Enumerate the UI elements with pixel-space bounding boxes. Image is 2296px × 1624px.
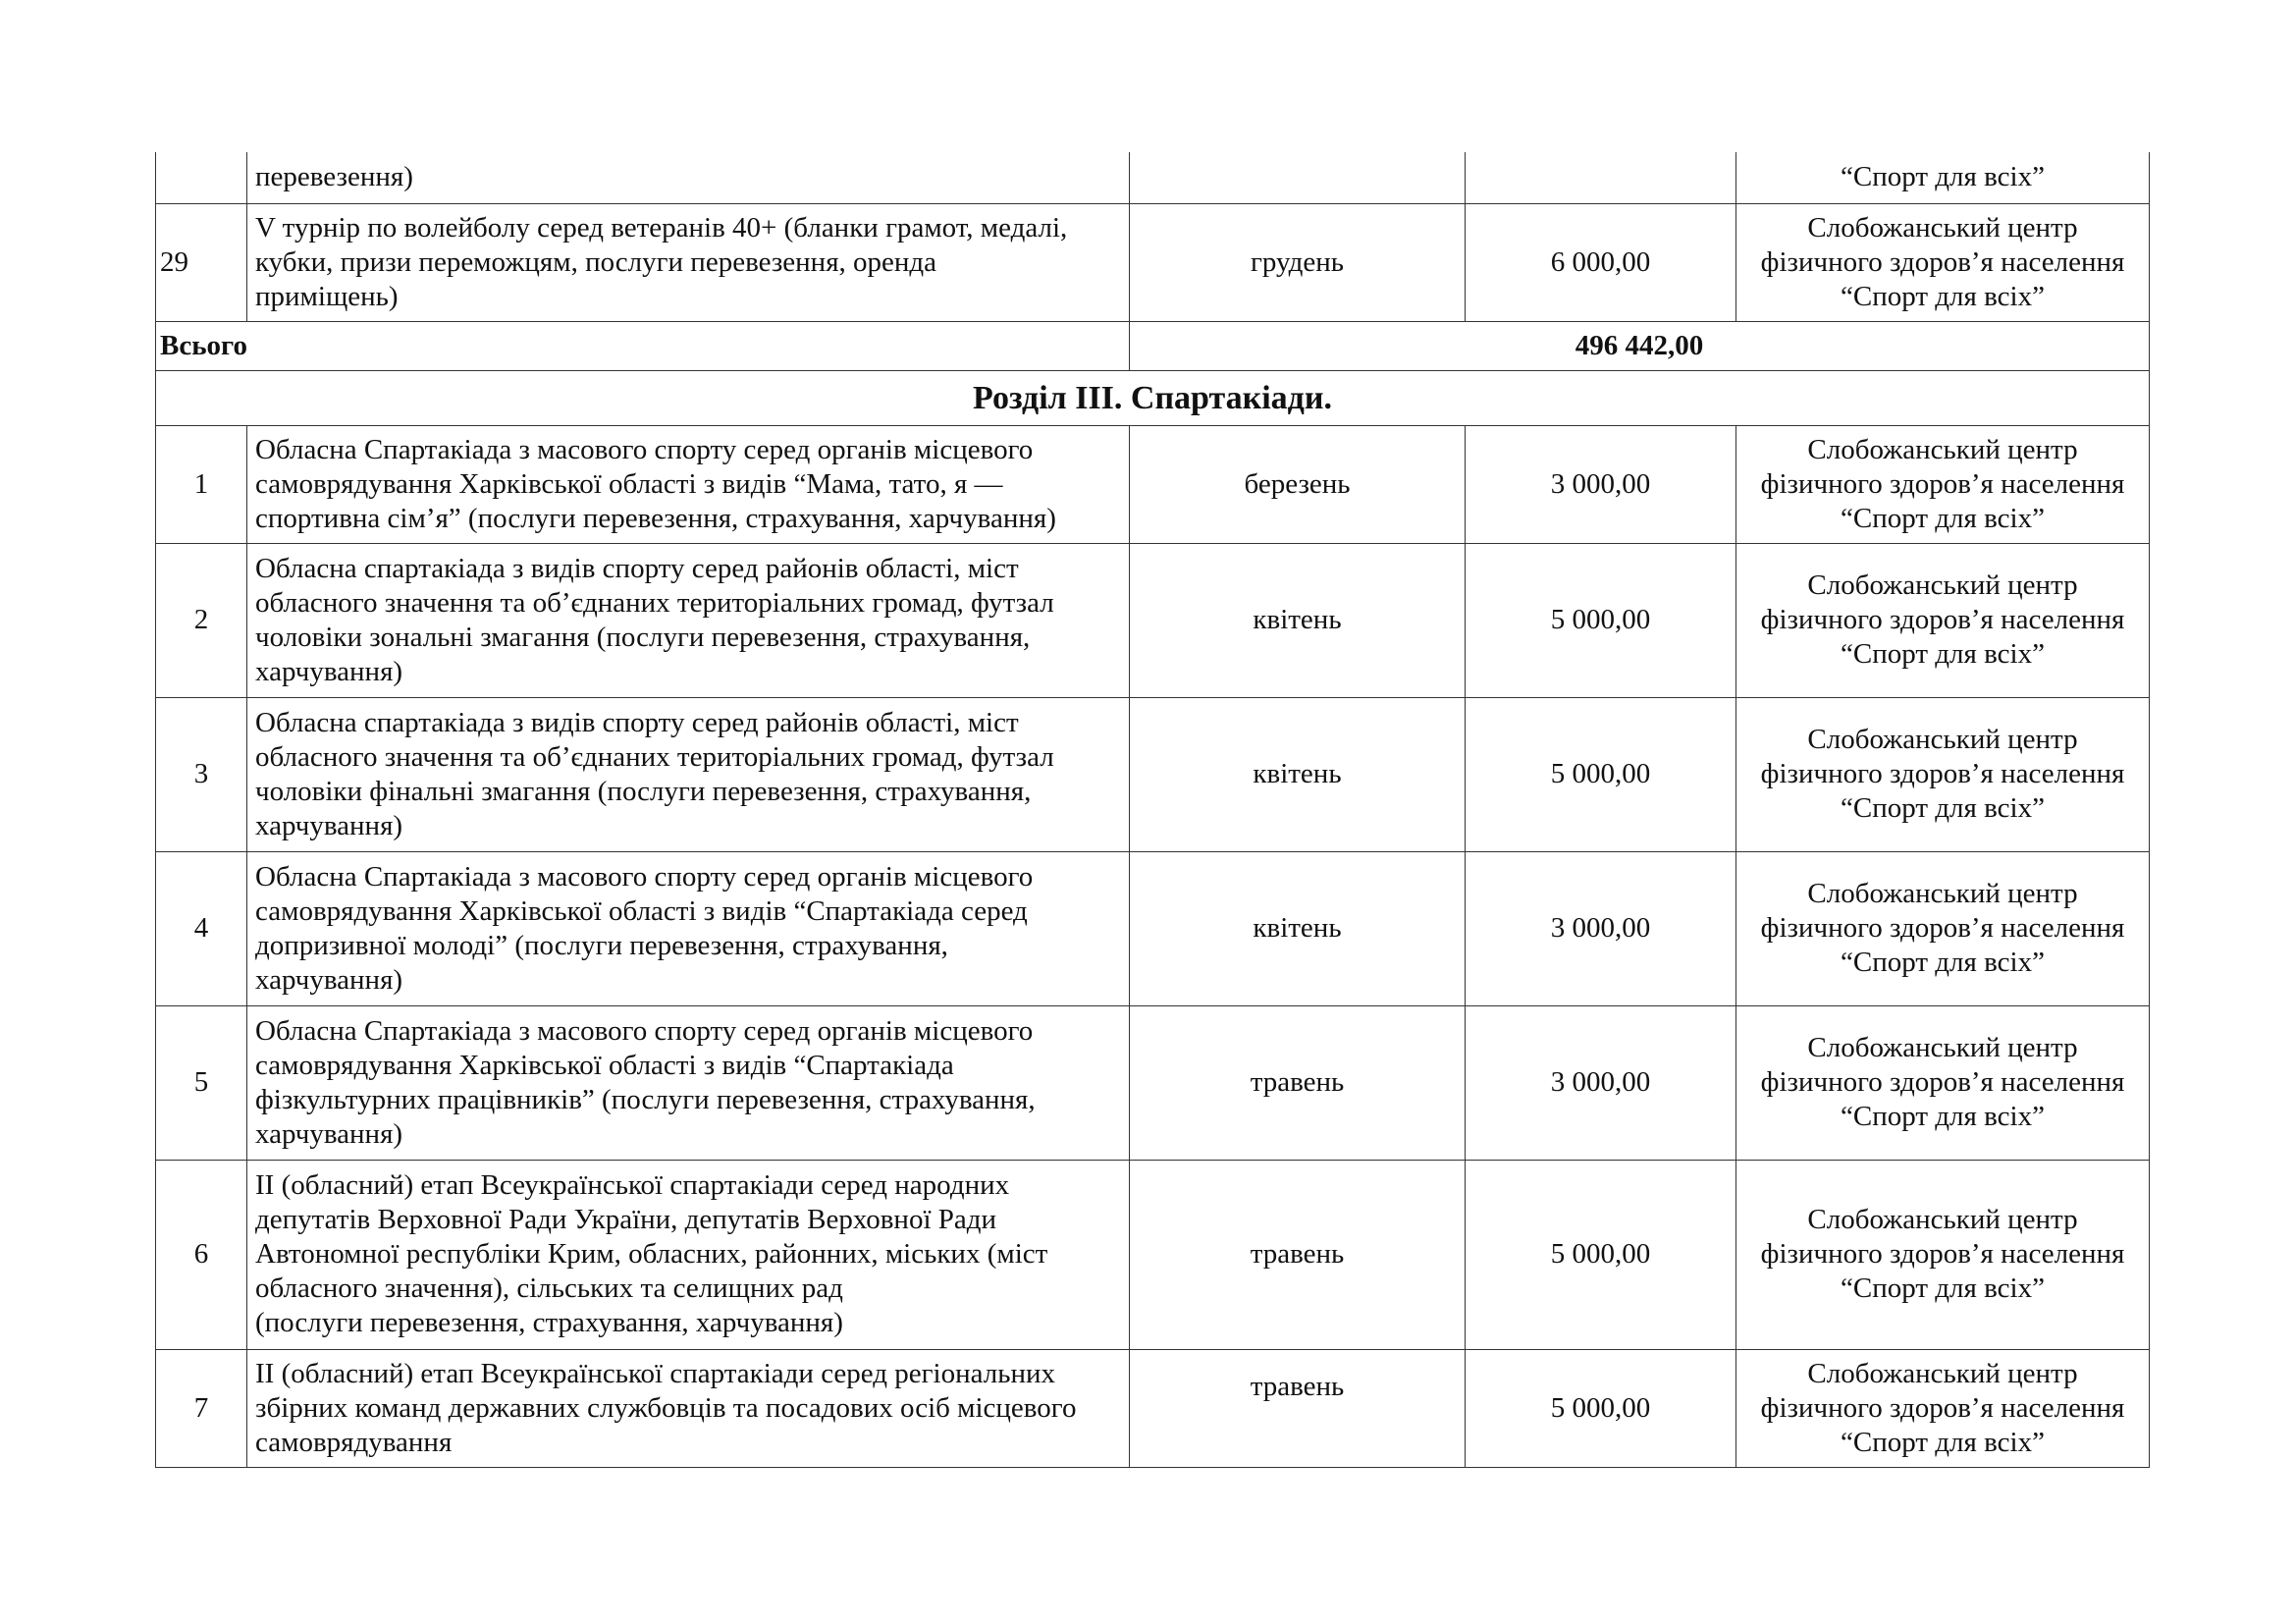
description-line: Автономної республіки Крим, обласних, районних, міських (міст <box>255 1238 1048 1270</box>
description-line: допризивної молоді” (послуги перевезення, страхування, <box>255 929 948 961</box>
row-description <box>247 425 1130 543</box>
row-number: 1 <box>156 425 247 543</box>
organizer-line: фізичного здоров’я населення <box>1760 1391 2125 1424</box>
description-line: Обласна спартакіада з видів спорту серед районів області, міст <box>255 552 1019 584</box>
description-line: ІІ (обласний) етап Всеукраїнської спартакіади серед регіональних <box>255 1357 1055 1389</box>
description-line: перевезення) <box>255 161 413 193</box>
row-organizer <box>1736 1005 2150 1160</box>
events-budget-table <box>155 152 2150 1468</box>
row-month: травень <box>1130 1005 1466 1160</box>
row-amount <box>1466 152 1736 203</box>
description-line: харчування) <box>255 655 403 687</box>
description-line: спортивна сім’я” (послуги перевезення, страхування, харчування) <box>255 502 1056 534</box>
organizer-line: Слобожанський центр <box>1807 433 2078 465</box>
organizer-line: Слобожанський центр <box>1807 878 2078 909</box>
total-value: 496 442,00 <box>1130 321 2150 370</box>
description-line: обласного значення та об’єднаних територіальних громад, футзал <box>255 740 1054 773</box>
row-month: грудень <box>1130 203 1466 321</box>
section-title: Розділ ІІІ. Спартакіади. <box>156 370 2150 425</box>
table-row <box>156 203 2150 321</box>
organizer-line: “Спорт для всіх” <box>1841 280 2045 312</box>
organizer-line: Слобожанський центр <box>1807 1032 2078 1063</box>
row-description <box>247 203 1130 321</box>
table-row <box>156 543 2150 697</box>
description-line: обласного значення та об’єднаних територіальних громад, футзал <box>255 586 1054 619</box>
organizer-line: “Спорт для всіх” <box>1841 792 2045 824</box>
row-month: травень <box>1130 1349 1466 1467</box>
row-description <box>247 697 1130 851</box>
description-line: самоврядування Харківської області з видів “Спартакіада серед <box>255 894 1028 927</box>
row-organizer <box>1736 1160 2150 1349</box>
organizer-line: фізичного здоров’я населення <box>1760 758 2125 789</box>
description-line: депутатів Верховної Ради України, депутатів Верховної Ради <box>255 1204 997 1235</box>
row-month: травень <box>1130 1160 1466 1349</box>
organizer-line: фізичного здоров’я населення <box>1760 467 2125 500</box>
row-month: квітень <box>1130 851 1466 1005</box>
row-month: березень <box>1130 425 1466 543</box>
row-number: 5 <box>156 1005 247 1160</box>
description-line: збірних команд державних службовців та посадових осіб місцевого <box>255 1391 1077 1424</box>
row-organizer <box>1736 425 2150 543</box>
organizer-line: “Спорт для всіх” <box>1841 638 2045 670</box>
description-line: кубки, призи переможцям, послуги перевезення, оренда <box>255 245 937 278</box>
row-month <box>1130 152 1466 203</box>
description-line: самоврядування <box>255 1426 453 1458</box>
description-line: Обласна спартакіада з видів спорту серед районів області, міст <box>255 706 1019 738</box>
row-organizer <box>1736 543 2150 697</box>
organizer-line: “Спорт для всіх” <box>1841 1272 2045 1304</box>
organizer-line: Слобожанський центр <box>1807 211 2078 244</box>
table-row <box>156 425 2150 543</box>
description-line: Обласна Спартакіада з масового спорту серед органів місцевого <box>255 433 1034 465</box>
row-amount: 5 000,00 <box>1466 543 1736 697</box>
description-line: чоловіки фінальні змагання (послуги перевезення, страхування, <box>255 775 1032 807</box>
organizer-line: “Спорт для всіх” <box>1841 502 2045 534</box>
description-line: самоврядування Харківської області з видів “Спартакіада <box>255 1049 954 1081</box>
table-row-continuation <box>156 152 2150 203</box>
row-amount: 3 000,00 <box>1466 1005 1736 1160</box>
row-description <box>247 1005 1130 1160</box>
row-organizer <box>1736 152 2150 203</box>
row-month: квітень <box>1130 697 1466 851</box>
row-number: 7 <box>156 1349 247 1467</box>
row-organizer <box>1736 1349 2150 1467</box>
row-number <box>156 152 247 203</box>
row-number: 3 <box>156 697 247 851</box>
row-amount: 3 000,00 <box>1466 851 1736 1005</box>
description-line: (послуги перевезення, страхування, харчування) <box>255 1307 843 1338</box>
table-row <box>156 1005 2150 1160</box>
table-row <box>156 697 2150 851</box>
table-body <box>156 152 2150 1467</box>
description-line: обласного значення), сільських та селищних рад <box>255 1272 843 1304</box>
table-row <box>156 1349 2150 1467</box>
section-header-row <box>156 370 2150 425</box>
organizer-line: “Спорт для всіх” <box>1841 947 2045 978</box>
organizer-line: Слобожанський центр <box>1807 724 2078 755</box>
row-description <box>247 1349 1130 1467</box>
row-description <box>247 1160 1130 1349</box>
organizer-line: Слобожанський центр <box>1807 569 2078 601</box>
row-number: 29 <box>156 203 247 321</box>
table-row <box>156 851 2150 1005</box>
row-organizer <box>1736 697 2150 851</box>
row-amount: 5 000,00 <box>1466 1349 1736 1467</box>
row-number: 2 <box>156 543 247 697</box>
description-line: фізкультурних працівників” (послуги перевезення, страхування, <box>255 1083 1036 1115</box>
description-line: приміщень) <box>255 280 399 312</box>
total-label: Всього <box>156 321 1130 370</box>
description-line: Обласна Спартакіада з масового спорту серед органів місцевого <box>255 860 1034 893</box>
table-row <box>156 1160 2150 1349</box>
total-row <box>156 321 2150 370</box>
organizer-line: фізичного здоров’я населення <box>1760 1066 2125 1098</box>
organizer-line: фізичного здоров’я населення <box>1760 912 2125 944</box>
description-line: харчування) <box>255 963 403 996</box>
row-organizer <box>1736 851 2150 1005</box>
row-month: квітень <box>1130 543 1466 697</box>
description-line: харчування) <box>255 1117 403 1150</box>
organizer-line: Слобожанський центр <box>1807 1357 2078 1389</box>
organizer-line: Слобожанський центр <box>1807 1204 2078 1235</box>
organizer-line: “Спорт для всіх” <box>1841 161 2045 193</box>
organizer-line: фізичного здоров’я населення <box>1760 1238 2125 1270</box>
organizer-line: фізичного здоров’я населення <box>1760 604 2125 635</box>
organizer-line: фізичного здоров’я населення <box>1760 245 2125 278</box>
row-number: 4 <box>156 851 247 1005</box>
description-line: ІІ (обласний) етап Всеукраїнської спартакіади серед народних <box>255 1169 1010 1201</box>
row-description <box>247 851 1130 1005</box>
organizer-line: “Спорт для всіх” <box>1841 1101 2045 1132</box>
description-line: чоловіки зональні змагання (послуги перевезення, страхування, <box>255 621 1031 653</box>
row-amount: 5 000,00 <box>1466 697 1736 851</box>
description-line: самоврядування Харківської області з видів “Мама, тато, я — <box>255 467 1003 500</box>
organizer-line: “Спорт для всіх” <box>1841 1426 2045 1458</box>
row-amount: 3 000,00 <box>1466 425 1736 543</box>
row-organizer <box>1736 203 2150 321</box>
row-amount: 5 000,00 <box>1466 1160 1736 1349</box>
row-number: 6 <box>156 1160 247 1349</box>
description-line: Обласна Спартакіада з масового спорту серед органів місцевого <box>255 1014 1034 1047</box>
row-description <box>247 543 1130 697</box>
row-description <box>247 152 1130 203</box>
description-line: харчування) <box>255 809 403 841</box>
description-line: V турнір по волейболу серед ветеранів 40+ (бланки грамот, медалі, <box>255 211 1068 244</box>
row-amount: 6 000,00 <box>1466 203 1736 321</box>
